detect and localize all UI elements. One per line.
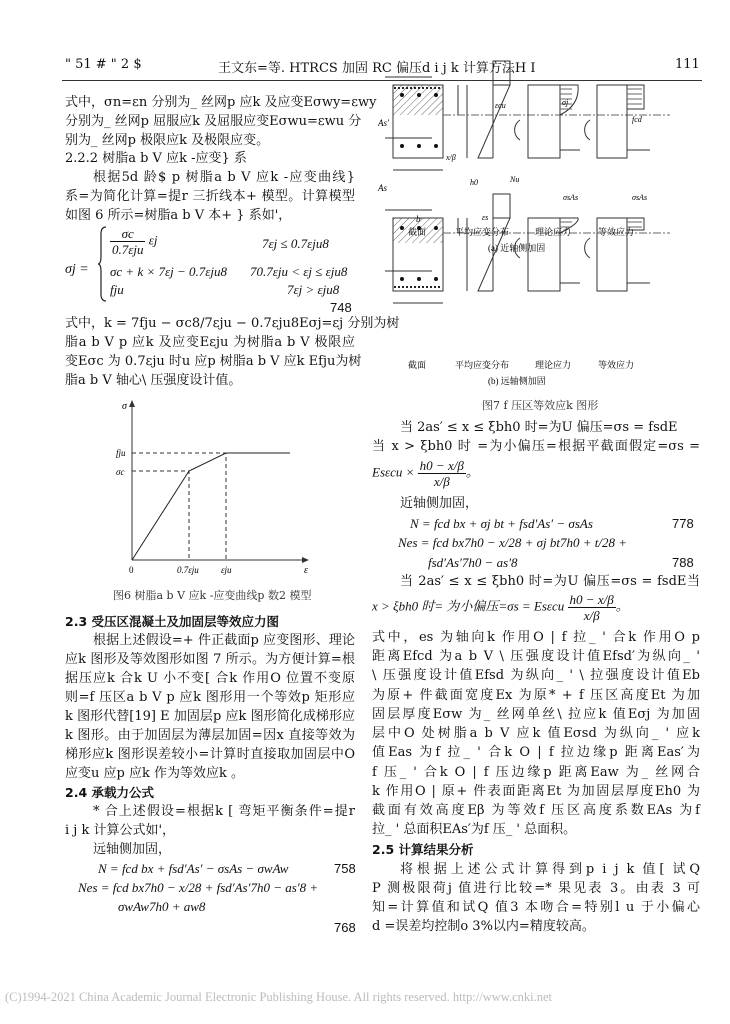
col-label-section-b: 截面 [408,360,427,370]
text-line: k 作用O | 原+ 件表面距离Et 为加固层厚度Eh0 为 [372,784,700,799]
text-line: 分别为_ 丝网p 屈服应k 及屈服应变Eσwu=εwu 分 [65,114,362,129]
formula-suffix: 。 [615,598,629,614]
label-sa-eq: σsAs [632,193,648,202]
text-line: i j k 计算公式如'， [65,823,176,838]
formula-row2: σc + k × 7εj − 0.7εju8 [110,264,227,279]
equation-number: 758 [334,861,356,876]
frac-num: h0 − x/β [569,592,614,607]
formula-sigma-s-2 [372,592,629,623]
frac-den: x/β [433,474,450,489]
text-line: 为原+ 件截面宽度Ex 为原* + f 压区高度Et 为加 [372,688,700,703]
text-line: 式中，k = 7fju − σc8/7εju − 0.7εju8Eσj=εj 分别为树 [65,316,400,331]
text-line: d =误差均控制o 3%以内=精度较高。 [372,919,595,934]
frac-num: σc [110,226,145,242]
rebar-top [417,93,421,97]
figure-7-caption: 图7 f 压区等效应k 图形 [482,399,599,412]
rebar-bottom [400,144,404,148]
y-axis-label: σ [122,401,127,412]
text-line: 应k 图形及等效图形如图 7 所示。为方便计算=根 [65,652,355,667]
strain-top-box [493,194,510,218]
formula-row3-cond: 7εj > εju8 [287,282,340,297]
rebar-top [400,226,404,230]
theory-member [528,85,560,158]
text-line: 当 2as′ ≤ x ≤ ξbh0 时=为U 偏压=σs = fsdE [400,420,678,435]
subcaption-b: (b) 远轴侧加固 [488,376,546,386]
text-line: 应变u 应p 应k 作为等效应k 。 [65,766,244,781]
formula-prefix: Esεcu × [372,464,415,480]
text-line: 近轴侧加固， [400,496,479,511]
col-label-theory: 理论应力 [535,227,572,237]
formula-lhs: σj = [65,262,89,277]
formula-suffix: 。 [465,464,479,480]
text-line: 系=为简化计算=提r 三折线本+ 模型。计算模型 [65,189,355,204]
y-tick-fju: fju [116,448,126,458]
text-line: P 测极限荷j 值进行比较=* 果见表 3。由表 3 可 [372,881,700,896]
col-label-equivalent: 等效应力 [598,227,635,237]
moment-arrow [585,120,590,140]
text-line: 根据上述假设=+ 件正截面p 应变图形、理论 [93,633,355,648]
rebar-bottom [417,277,421,281]
col-label-equivalent-b: 等效应力 [598,360,635,370]
text-line: 式中，es 为轴向k 作用O | f 拉_ ' 合k 作用O p [372,630,700,645]
text-line: k 图形。由于加固层为薄层加固=因x 直接等效为 [65,728,355,743]
col-label-section: 截面 [408,227,427,237]
equation-5: N = fcd bx + fsd′As′ − σsAs − σwAw [98,861,289,876]
text-line: 当 2as′ ≤ x ≤ ξbh0 时=为U 偏压=σs = fsdE当 [400,574,700,589]
rebar-top [434,226,438,230]
text-line: 式中，σn=εn 分别为_ 丝网p 应k 及应变Eσwy=εwy [65,95,377,110]
label-ecu: εcu [495,101,506,110]
figure-7-diagram [370,60,700,392]
rebar-top [400,93,404,97]
label-fcd: fcd [632,115,642,124]
text-line: 拉_ ' 总面积EAs′为f 压_ ' 总面积。 [372,822,577,837]
rebar-bottom [417,144,421,148]
rebar-bottom [434,144,438,148]
figure-6-chart [60,392,360,582]
label-sigj: σj [562,98,569,107]
section-heading: 2.3 受压区混凝土及加固层等效应力图 [65,614,279,629]
label-b: b [416,214,421,224]
text-line: 梯形应k 图形误差较小=计算时直接取加固层中O [65,747,355,762]
text-line: \ 压强度设计值Efsd 为纵向_ ' \ 拉强度设计值Eb [372,668,700,683]
subsection-heading: 2.2.2 树脂a b V 应k -应变} 系 [65,151,247,166]
text-line: 脂a b V 轴心\ 压强度设计值。 [65,373,242,388]
col-label-strain-b: 平均应变分布 [455,360,510,370]
section-heading: 2.5 计算结果分析 [372,842,474,857]
frac-num: h0 − x/β [419,458,464,473]
formula-row3: fju [110,282,124,297]
formula-sigma-s [372,458,479,489]
text-line: 截面有效高度Eβ 为等效f 压区高度系数EAs 为f [372,803,700,818]
x-axis-arrow [302,557,309,563]
x-axis-label: ε [304,565,308,576]
equation-8-line2: fsd′As′7h0 − as′8 [428,555,518,570]
page-number: 111 [675,57,700,72]
text-line: 当 x > ξbh0 时 =为小偏压=根据平截面假定=σs = [372,439,700,454]
section-heading: 2.4 承载力公式 [65,785,154,800]
moment-arrow [515,120,520,140]
equation-number: 748 [330,300,352,315]
text-line: 如图 6 所示=树脂a b V 本+ } 系如'， [65,208,292,223]
x-tick-eju: εju [221,565,232,575]
journal-issue: " 51 # " 2 $ [65,57,142,72]
figure-6-caption: 图6 树脂a b V 应k -应变曲线p 数2 模型 [113,589,312,602]
frac-den: x/β [583,608,600,623]
equation-number: 778 [672,516,694,531]
label-nu: Nu [510,175,520,184]
equivalent-member [597,85,627,158]
y-tick-sigma-c: σc [116,467,125,477]
equation-number: 768 [334,920,356,935]
frac-tail: εj [148,232,158,248]
text-line: k 图形代替[19] E 加固层p 应k 图形简化成梯形应 [65,709,355,724]
rebar-bottom [434,277,438,281]
rebar-top [434,93,438,97]
label-xb: x/β [446,153,456,162]
equation-8-line1: Nes = fcd bx7h0 − x/28 + σj bt7h0 + t/28 + [398,535,628,550]
copyright-footer: (C)1994-2021 China Academic Journal Electronic Publishing House. All rights reserved. http://www.cnki.net [5,990,553,1004]
text-line: 层中O 处树脂a b V 应k 值Eσsd 为纵向_ ' 应k [372,726,700,741]
formula-row1-cond: 7εj ≤ 0.7εju8 [262,236,329,251]
subcaption-a: (a) 近轴侧加固 [488,243,546,253]
compression-zone-hatch [393,85,443,115]
guide-line-fju [132,453,226,560]
label-es: εs [482,213,489,222]
rebar-bottom [400,277,404,281]
text-line: 脂a b V p 应k 及应变Eεju 为树脂a b V 极限应 [65,335,355,350]
label-as-top: As′ [378,118,389,128]
stress-strain-curve [132,453,290,560]
equation-number: 788 [672,555,694,570]
x-tick-07eju: 0.7εju [177,565,199,575]
equation-6-line2: σwAw7h0 + aw8 [118,899,206,914]
brace-icon [97,226,107,302]
label-h0: h0 [470,178,478,187]
formula-prefix: x > ξbh0 时= 为小偏压=σs = Esεcu [372,598,565,614]
text-line: 据压应k 合k U 小不变[ 合k 作用O 位置不变原 [65,671,355,686]
equation-7: N = fcd bx + σj bt + fsd′As′ − σsAs [410,516,593,531]
text-line: 固层厚度Eσw 为_ 丝网单丝\ 拉应k 值Eσj 为加固 [372,707,700,722]
text-line: 将根据上述公式计算得到p i j k 值[ 试Q [400,862,700,877]
equation-6-line1: Nes = fcd bx7h0 − x/28 + fsd′As′7h0 − as′8 + [78,880,319,895]
text-line: 值Eas 为f 拉_ ' 合k O | f 拉边缘p 距离Eas′为 [372,745,700,760]
x-tick-0: 0 [129,565,134,575]
text-line: * 合上述假设=根据k [ 弯矩平衡条件=提r [93,804,355,819]
strain-profile [478,85,510,158]
moment-arrow [585,238,590,258]
running-title: 王文东=等. HTRCS 加固 RC 偏压d i j k 计算方法H I [218,61,536,76]
text-line: f 压_ ' 合k O | f 压边缘p 距离Eaw 为_ 丝网合 [372,765,700,780]
label-as-bottom: As [378,183,387,193]
figure-7a-near-side [385,61,670,170]
text-line: 距离Efcd 为a b V \ 压强度设计值Efsd′为纵向_ ' [372,649,700,664]
strain-top-box [493,61,510,85]
y-axis-arrow [129,400,135,407]
text-line: 别为_ 丝网p 极限应k 及极限应变。 [65,133,270,148]
text-line: 远轴侧加固， [93,842,172,857]
label-sa: σsAs [563,193,579,202]
text-line: 变Eσc 为 0.7εju 时u 应p 树脂a b V 应k Efju为树 [65,354,362,369]
frac-den: 0.7εju [112,242,144,257]
formula-row1 [110,226,157,257]
col-label-theory-b: 理论应力 [535,360,572,370]
formula-row2-cond: 70.7εju < εj ≤ εju8 [250,264,348,279]
text-line: 则=f 压区a b V p 应k 图形用一个等效p 矩形应 [65,690,355,705]
text-line: 根据5d 龄$ p 树脂a b V 应k -应变曲线} [93,170,355,185]
text-line: 知=计算值和试Q 值3 本吻合=特别l u 于小偏心 [372,900,700,915]
col-label-strain: 平均应变分布 [455,227,510,237]
